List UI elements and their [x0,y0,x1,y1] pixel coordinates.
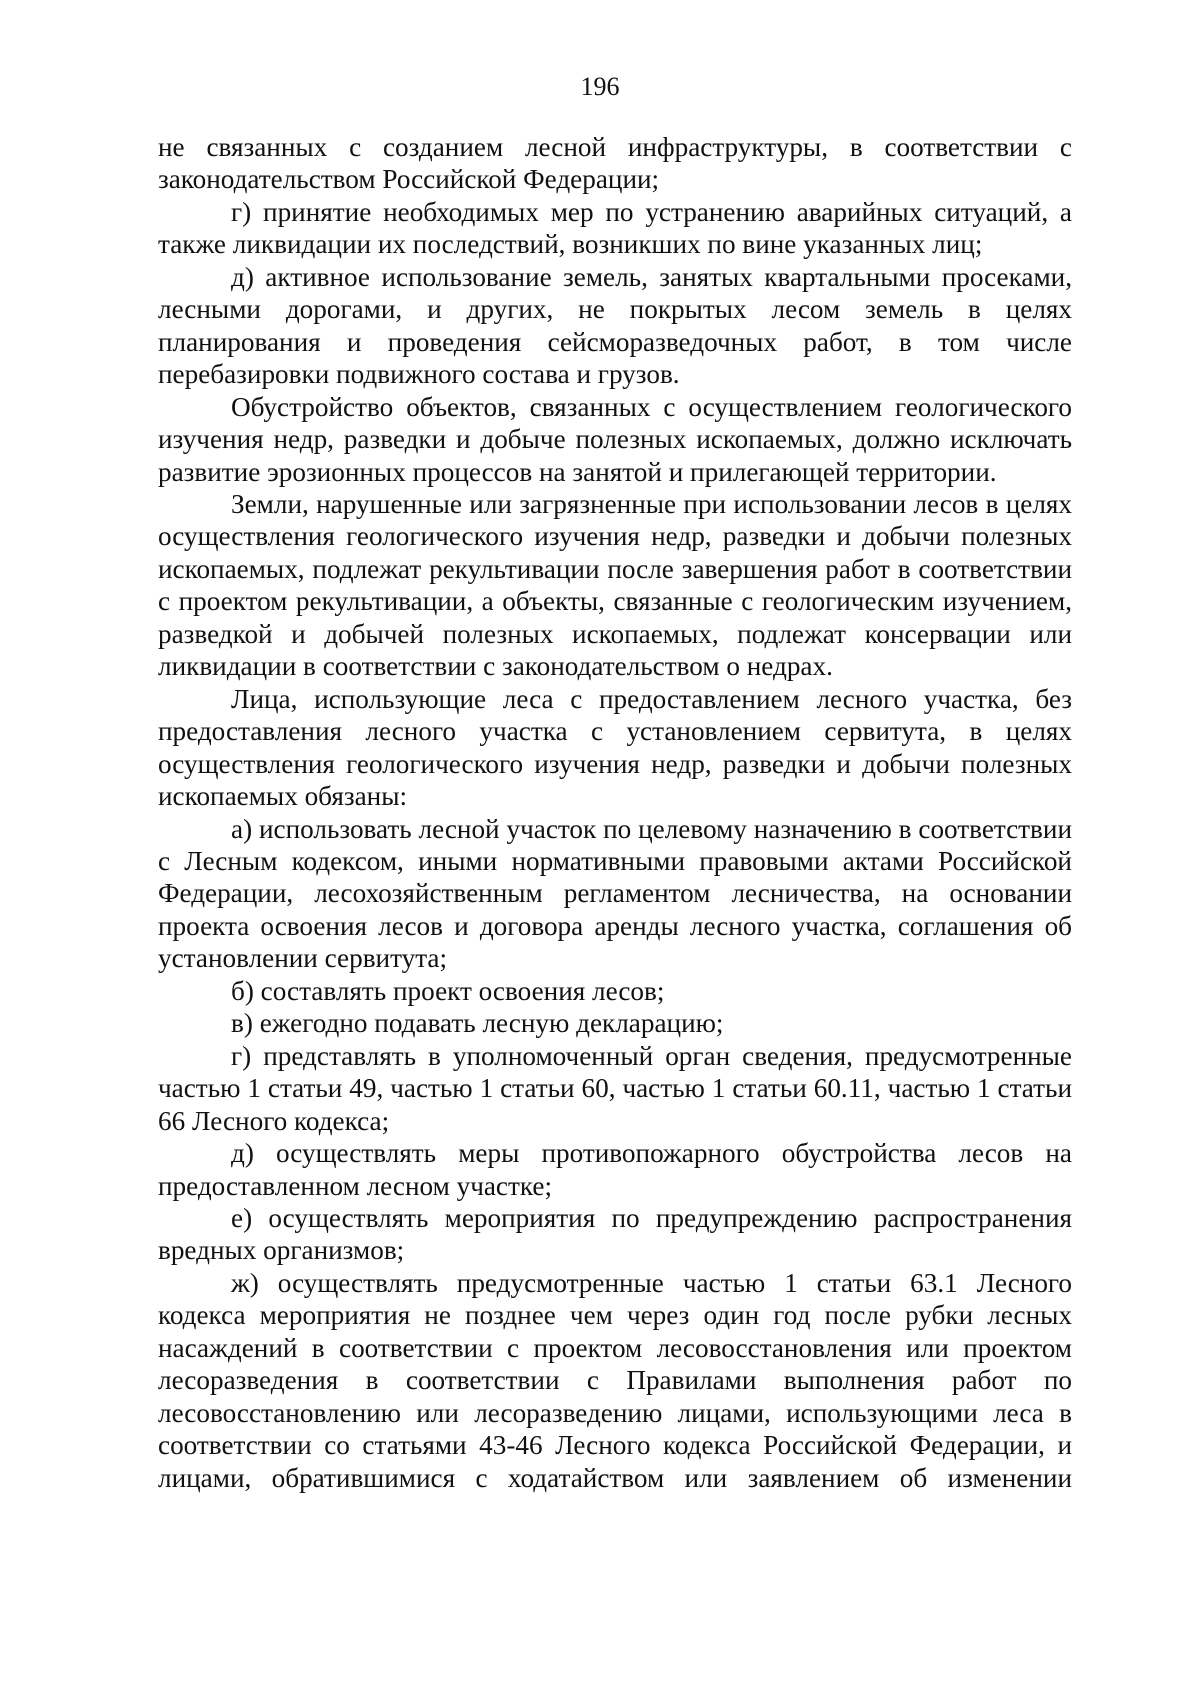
paragraph: ж) осуществлять предусмотренные частью 1 статьи 63.1 Лесного кодекса мероприятия не позднее чем через один год после рубки лесных насаждений в соответствии с проектом лесовосстановления или проектом лесоразведения в соответствии с Правилами выполнения работ по лесовосстановлению или лесоразведению лицами, использующими леса в соответствии со статьями 43-46 Лесного кодекса Российской Федерации, и лицами, обратившимися с ходатайством или заявлением об изменении [158,1267,1072,1493]
paragraph: г) представлять в уполномоченный орган сведения, предусмотренные частью 1 статьи 49, частью 1 статьи 60, частью 1 статьи 60.11, частью 1 статьи 66 Лесного кодекса; [158,1040,1072,1136]
document-body [158,131,1072,1494]
paragraph: Обустройство объектов, связанных с осуществлением геологического изучения недр, разведки и добыче полезных ископаемых, должно исключать развитие эрозионных процессов на занятой и прилегающей территории. [158,391,1072,487]
paragraph: г) принятие необходимых мер по устранению аварийных ситуаций, а также ликвидации их последствий, возникших по вине указанных лиц; [158,196,1072,260]
paragraph: д) активное использование земель, занятых квартальными просеками, лесными дорогами, и других, не покрытых лесом земель в целях планирования и проведения сейсморазведочных работ, в том числе перебазировки подвижного состава и грузов. [158,261,1072,390]
paragraph: Земли, нарушенные или загрязненные при использовании лесов в целях осуществления геологического изучения недр, разведки и добычи полезных ископаемых, подлежат рекультивации после завершения работ в соответствии с проектом рекультивации, а объекты, связанные с геологическим изучением, разведкой и добычей полезных ископаемых, подлежат консервации или ликвидации в соответствии с законодательством о недрах. [158,488,1072,682]
paragraph: не связанных с созданием лесной инфраструктуры, в соответствии с законодательством Российской Федерации; [158,132,1072,195]
paragraph: д) осуществлять меры противопожарного обустройства лесов на предоставленном лесном участке; [158,1138,1072,1201]
paragraph: е) осуществлять мероприятия по предупреждению распространения вредных организмов; [158,1202,1072,1266]
paragraph: Лица, использующие леса с предоставлением лесного участка, без предоставления лесного участка с установлением сервитута, в целях осуществления геологического изучения недр, разведки и добычи полезных ископаемых обязаны: [158,683,1072,812]
paragraph: а) использовать лесной участок по целевому назначению в соответствии с Лесным кодексом, иными нормативными правовыми актами Российской Федерации, лесохозяйственным регламентом лесничества, на основании проекта освоения лесов и договора аренды лесного участка, соглашения об установлении сервитута; [158,813,1072,974]
page-number: 196 [580,72,620,101]
paragraph: в) ежегодно подавать лесную декларацию; [231,1008,724,1039]
paragraph: б) составлять проект освоения лесов; [231,975,665,1006]
